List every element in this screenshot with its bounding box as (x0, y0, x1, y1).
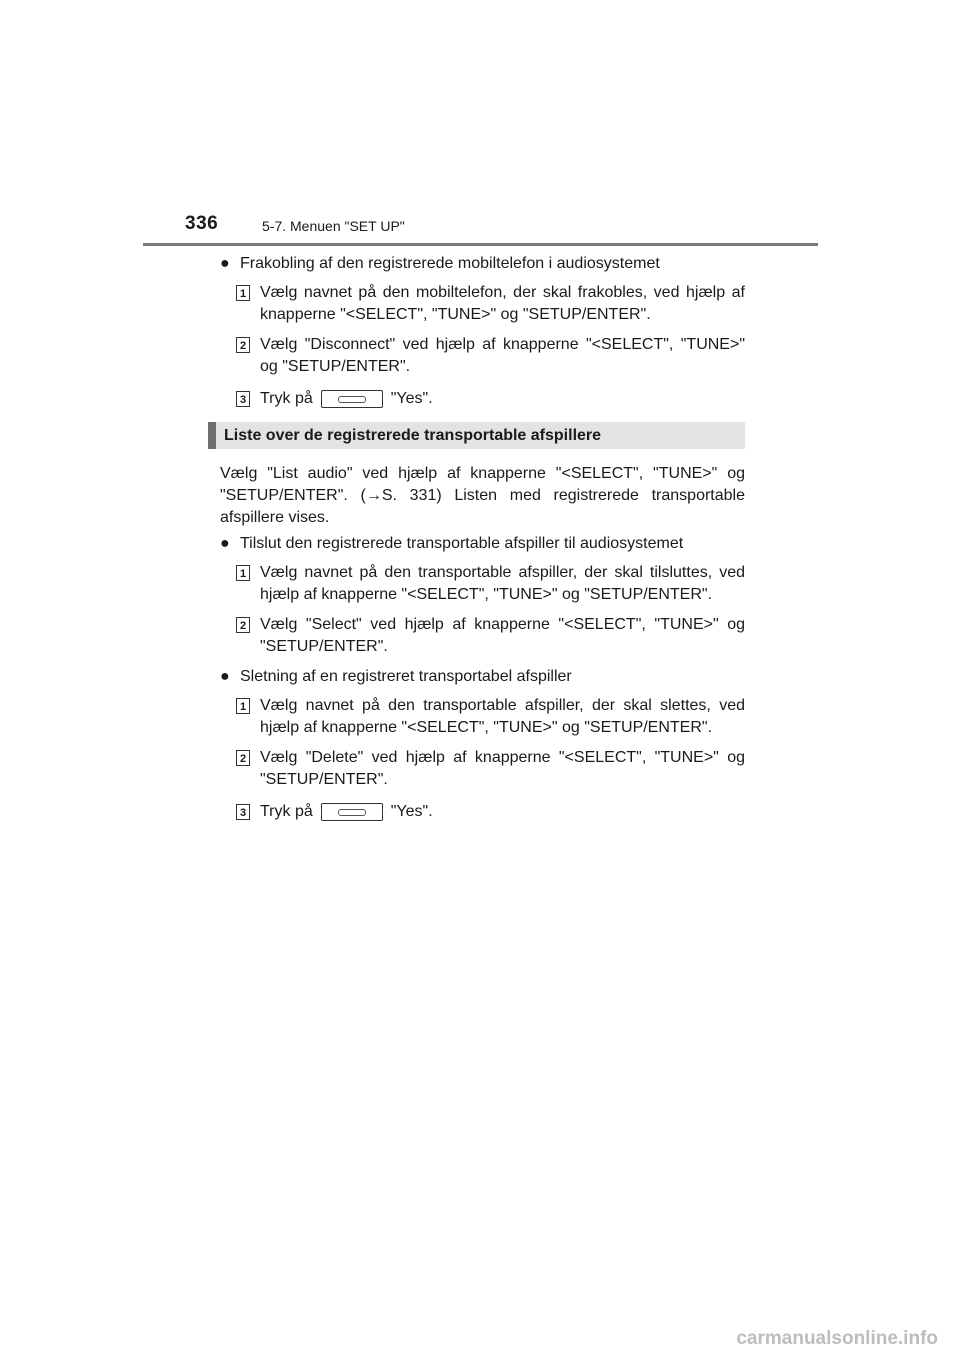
step-text: Vælg navnet på den transportable afspiller, der skal tilsluttes, ved hjælp af knapperne "<SELECT", "TUNE>" og "SETUP/ENTER". (260, 564, 745, 603)
step-text: Vælg navnet på den transportable afspiller, der skal slettes, ved hjælp af knapperne "<SELECT", "TUNE>" og "SETUP/ENTER". (260, 697, 745, 736)
step-text-after: "Yes". (390, 390, 433, 407)
bullet-heading-connect-player (220, 533, 745, 555)
step-text-before: Tryk på (260, 803, 313, 820)
step-number-badge: 2 (236, 617, 250, 633)
step-1 (220, 695, 745, 739)
step-text-after: "Yes". (390, 803, 433, 820)
bullet-icon: ● (220, 255, 230, 272)
intro-paragraph: Vælg "List audio" ved hjælp af knapperne "<SELECT", "TUNE>" og "SETUP/ENTER". (→S. 331) Listen med registrerede transportable afspillere vises. (220, 465, 745, 526)
step-1 (220, 282, 745, 326)
step-2 (220, 614, 745, 658)
step-text: Vælg "Delete" ved hjælp af knapperne "<SELECT", "TUNE>" og "SETUP/ENTER". (260, 749, 745, 788)
page-content (220, 253, 745, 831)
section-title-box (208, 422, 745, 449)
step-number-badge: 2 (236, 337, 250, 353)
phone-hangup-button-icon (321, 803, 383, 821)
step-number-badge: 3 (236, 391, 250, 407)
step-text: Vælg navnet på den mobiltelefon, der skal frakobles, ved hjælp af knapperne "<SELECT", "TUNE>" og "SETUP/ENTER". (260, 284, 745, 323)
step-1 (220, 562, 745, 606)
step-number-badge: 1 (236, 565, 250, 581)
section-header-title: 5-7. Menuen "SET UP" (262, 218, 405, 234)
step-number-badge: 2 (236, 750, 250, 766)
bullet-heading-text: Tilslut den registrerede transportable afspiller til audiosystemet (240, 535, 684, 552)
step-2 (220, 334, 745, 378)
step-2 (220, 747, 745, 791)
step-3 (220, 801, 745, 823)
bullet-heading-text: Sletning af en registreret transportabel afspiller (240, 668, 572, 685)
bullet-icon: ● (220, 535, 230, 552)
step-number-badge: 1 (236, 698, 250, 714)
header-divider (143, 243, 818, 246)
watermark: carmanualsonline.info (736, 1328, 938, 1349)
step-text: Vælg "Select" ved hjælp af knapperne "<SELECT", "TUNE>" og "SETUP/ENTER". (260, 616, 745, 655)
step-number-badge: 1 (236, 285, 250, 301)
step-text-before: Tryk på (260, 390, 313, 407)
bullet-heading-disconnect-phone (220, 253, 745, 275)
bullet-heading-text: Frakobling af den registrerede mobiltelefon i audiosystemet (240, 255, 660, 272)
step-text: Vælg "Disconnect" ved hjælp af knapperne "<SELECT", "TUNE>" og "SETUP/ENTER". (260, 336, 745, 375)
bullet-heading-delete-player (220, 666, 745, 688)
page-number: 336 (185, 213, 219, 234)
step-3 (220, 388, 745, 410)
bullet-icon: ● (220, 668, 230, 685)
phone-hangup-button-icon (321, 390, 383, 408)
step-number-badge: 3 (236, 804, 250, 820)
section-title: Liste over de registrerede transportable afspillere (224, 427, 602, 444)
